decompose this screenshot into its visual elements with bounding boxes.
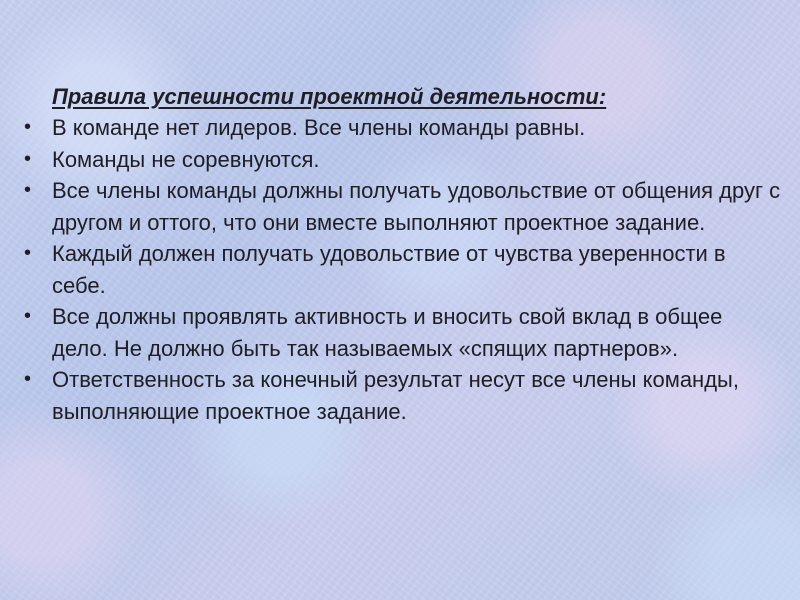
rules-list xyxy=(22,112,782,427)
rule-item xyxy=(22,301,782,364)
rule-text: В команде нет лидеров. Все члены команды равны. xyxy=(52,115,586,140)
rule-text: Все должны проявлять активность и вносить свой вклад в общее дело. Не должно быть так называемых «спящих партнеров». xyxy=(52,304,723,361)
rule-item xyxy=(22,112,782,144)
rule-text: Все члены команды должны получать удовольствие от общения друг с другом и оттого, что они вместе выполняют проектное задание. xyxy=(52,178,781,235)
bullet-icon: • xyxy=(24,116,32,138)
bullet-icon: • xyxy=(24,368,32,390)
slide-title: Правила успешности проектной деятельности: xyxy=(52,84,607,109)
rule-text: Команды не соревнуются. xyxy=(52,146,320,172)
bullet-icon: • xyxy=(24,147,32,170)
bullet-icon: • xyxy=(24,179,32,201)
rule-item xyxy=(22,238,782,301)
slide-content xyxy=(22,82,782,427)
rule-text: Каждый должен получать удовольствие от чувства уверенности в себе. xyxy=(52,241,726,298)
bullet-icon: • xyxy=(24,242,32,264)
bullet-icon: • xyxy=(24,305,32,327)
rule-item xyxy=(22,364,782,427)
rule-item xyxy=(22,175,782,238)
rule-text: Ответственность за конечный результат несут все члены команды, выполняющие проектное задание. xyxy=(52,367,739,424)
rule-item xyxy=(22,144,782,176)
